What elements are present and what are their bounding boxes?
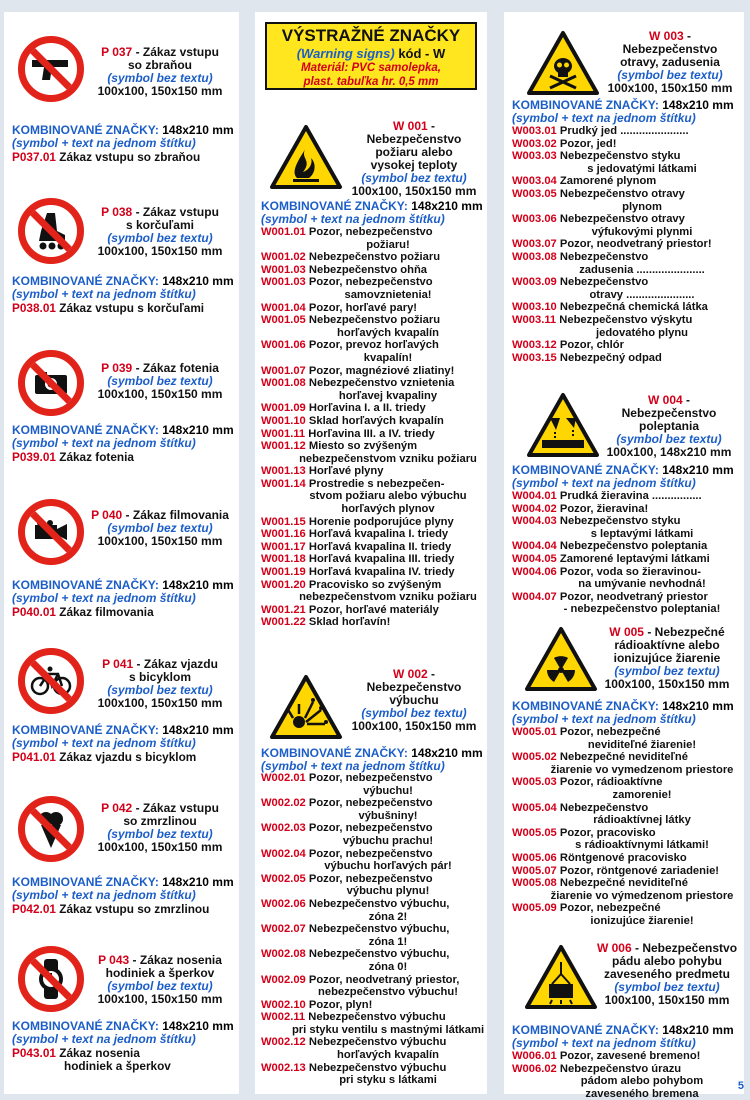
list-item: W001.06 Pozor, prevoz horľavých [261, 339, 439, 352]
list-item: W001.09 Horľavina I. a II. triedy [261, 402, 426, 415]
list-item-continuation: s leptavými látkami [590, 527, 694, 540]
list-item: W004.04 Nebezpečenstvo poleptania [512, 540, 708, 553]
p040-header: P 040 - Zákaz filmovania (symbol bez textu) 100x100, 150x150 mm [91, 508, 229, 548]
p037-header: P 037 - Zákaz vstupu so zbraňou (symbol bez textu) 100x100, 150x150 mm [97, 45, 223, 98]
sign-p043 [18, 946, 84, 1012]
p042-kombi: KOMBINOVANÉ ZNAČKY: 148x210 mm (symbol + text na jednom štítku) [12, 875, 234, 902]
w005-items [512, 726, 742, 928]
list-item-continuation: zóna 0! [368, 960, 408, 973]
list-item: W004.02 Pozor, žieravina! [512, 502, 649, 515]
list-item-continuation: stvom požiaru alebo výbuchu [309, 490, 467, 503]
p043-header: P 043 - Zákaz nosenia hodiniek a šperkov (symbol bez textu) 100x100, 150x150 mm [97, 953, 223, 1006]
list-item: W001.14 Prostredie s nebezpečen- [261, 477, 445, 490]
p041-kombi: KOMBINOVANÉ ZNAČKY: 148x210 mm (symbol + text na jednom štítku) [12, 723, 234, 750]
list-item: W002.03 Pozor, nebezpečenstvo [261, 822, 433, 835]
list-item-continuation: - nebezpečenstvo poleptania! [563, 603, 721, 616]
list-item: W001.03 Nebezpečenstvo ohňa [261, 263, 428, 276]
list-item-continuation: zóna 1! [368, 935, 408, 948]
list-item-continuation: pri styku ventilu s mastnými látkami [291, 1023, 485, 1036]
skull-icon [526, 30, 600, 96]
w003-items [512, 125, 742, 364]
p042-items: P042.01 Zákaz vstupu so zmrzlinou [12, 902, 210, 916]
list-item-continuation: horľavých kvapalín [337, 1049, 439, 1062]
p041-items: P041.01 Zákaz vjazdu s bicyklom [12, 750, 197, 764]
w003-header: W 003 - Nebezpečenstvo otravy, zadusenia (symbol bez textu) 100x100, 150x150 mm [607, 29, 733, 95]
w005-kombi: KOMBINOVANÉ ZNAČKY: 148x210 mm (symbol + text na jednom štítku) [512, 699, 734, 726]
w006-header: W 006 - Nebezpečenstvo pádu alebo pohybu zaveseného predmetu (symbol bez textu) 100x100, 150x150 mm [596, 941, 738, 1007]
list-item: W003.01 Prudký jed ...................... [512, 125, 689, 137]
column-warning-signs-1 [255, 12, 487, 1094]
list-item-continuation: plynom [622, 200, 662, 213]
p039-items: P039.01 Zákaz fotenia [12, 450, 134, 464]
list-item: W002.13 Nebezpečenstvo výbuchu [261, 1061, 447, 1074]
sign-p038 [18, 198, 84, 264]
p041-header: P 041 - Zákaz vjazdu s bicyklom (symbol bez textu) 100x100, 150x150 mm [97, 657, 223, 710]
list-item: W001.10 Sklad horľavých kvapalín [261, 414, 444, 427]
list-item: W005.04 Nebezpečenstvo [512, 801, 649, 814]
w006-kombi: KOMBINOVANÉ ZNAČKY: 148x210 mm (symbol + text na jednom štítku) [512, 1023, 734, 1050]
sign-p037 [18, 36, 84, 102]
list-item: W001.02 Nebezpečenstvo požiaru [261, 251, 441, 264]
list-item-continuation: horľavých kvapalín [337, 326, 439, 339]
list-item: W003.09 Nebezpečenstvo [512, 276, 649, 289]
list-item-continuation: pri styku s látkami [339, 1074, 437, 1087]
list-item: W003.11 Nebezpečenstvo výskytu [512, 313, 693, 326]
list-item: W001.01 Pozor, nebezpečenstvo [261, 226, 433, 238]
list-item: W001.04 Pozor, horľavé pary! [261, 301, 418, 314]
list-item-continuation: jedovatého plynu [596, 326, 688, 339]
column-warning-signs-2 [504, 12, 744, 1100]
sign-w004 [526, 392, 600, 458]
list-item-continuation: výbuchu prachu! [342, 834, 434, 847]
list-item-continuation: s rádioaktívnymi látkami! [575, 839, 709, 852]
radiation-icon [524, 626, 598, 692]
list-item: W003.07 Pozor, neodvetraný priestor! [512, 238, 712, 251]
p037-kombi: KOMBINOVANÉ ZNAČKY: 148x210 mm (symbol + text na jednom štítku) [12, 123, 234, 150]
list-item-continuation: samovznietenia! [344, 288, 432, 301]
list-item: W001.05 Nebezpečenstvo požiaru [261, 314, 441, 327]
list-item: W005.09 Pozor, nebezpečné [512, 902, 661, 915]
list-item-continuation: pádom alebo pohybom [580, 1075, 704, 1088]
w001-kombi: KOMBINOVANÉ ZNAČKY: 148x210 mm (symbol + text na jednom štítku) [261, 199, 483, 226]
list-item: W001.15 Horenie podporujúce plyny [261, 515, 454, 528]
list-item: W001.07 Pozor, magnéziové zliatiny! [261, 364, 455, 377]
list-item: W002.07 Nebezpečenstvo výbuchu, [261, 923, 450, 936]
list-item-continuation: výbuchu plynu! [346, 885, 430, 898]
list-item-continuation: s jedovatými látkami [587, 162, 697, 175]
sign-p041 [18, 648, 84, 714]
suspended-load-icon [524, 944, 598, 1010]
w001-items [261, 226, 485, 629]
sign-w005 [524, 626, 598, 692]
list-item-continuation: kvapalín! [363, 351, 413, 364]
p039-kombi: KOMBINOVANÉ ZNAČKY: 148x210 mm (symbol + text na jednom štítku) [12, 423, 234, 450]
list-item-continuation: výfukovými plynmi [591, 225, 693, 238]
banner-material: Materiál: PVC samolepka, [301, 62, 441, 74]
w002-items [261, 772, 485, 1087]
p042-header: P 042 - Zákaz vstupu so zmrzlinou (symbol bez textu) 100x100, 150x150 mm [97, 801, 223, 854]
list-item: W002.10 Pozor, plyn! [261, 998, 373, 1011]
sign-p039 [18, 350, 84, 416]
list-item: W005.03 Pozor, rádioaktívne [512, 776, 663, 789]
list-item-continuation: žiarenie vo vymedzenom priestore [550, 763, 734, 776]
warning-signs-banner [265, 22, 477, 90]
list-item: W001.03 Pozor, nebezpečenstvo [261, 276, 433, 289]
list-item: W002.08 Nebezpečenstvo výbuchu, [261, 948, 450, 961]
list-item: W001.17 Horľavá kvapalina II. triedy [261, 540, 452, 553]
list-item: W003.08 Nebezpečenstvo [512, 250, 649, 263]
list-item: W001.08 Nebezpečenstvo vznietenia [261, 377, 455, 390]
list-item-continuation: nebezpečenstvom vzniku požiaru [299, 591, 477, 604]
w004-kombi: KOMBINOVANÉ ZNAČKY: 148x210 mm (symbol + text na jednom štítku) [512, 463, 734, 490]
list-item: W006.01 Pozor, zavesené bremeno! [512, 1050, 701, 1062]
list-item: W004.05 Zamorené leptavými látkami [512, 552, 710, 565]
w004-items [512, 490, 742, 616]
list-item-continuation: ionizujúce žiarenie! [590, 914, 694, 927]
list-item: W005.05 Pozor, pracovisko [512, 826, 656, 839]
list-item: W003.12 Pozor, chlór [512, 339, 624, 352]
list-item: W002.11 Nebezpečenstvo výbuchu [261, 1011, 446, 1024]
p040-items: P040.01 Zákaz filmovania [12, 605, 154, 619]
w002-header: W 002 - Nebezpečenstvo výbuchu (symbol bez textu) 100x100, 150x150 mm [351, 667, 477, 733]
list-item: W003.03 Nebezpečenstvo styku [512, 150, 681, 163]
list-item: W001.16 Horľavá kvapalina I. triedy [261, 528, 449, 541]
list-item-continuation: otravy ...................... [589, 288, 695, 301]
list-item: W005.02 Nebezpečné neviditeľné [512, 751, 688, 764]
list-item: W002.05 Pozor, nebezpečenstvo [261, 872, 433, 885]
list-item-continuation: požiaru! [366, 238, 410, 251]
p039-header: P 039 - Zákaz fotenia (symbol bez textu) 100x100, 150x150 mm [97, 361, 223, 401]
list-item: W001.20 Pracovisko so zvýšeným [261, 578, 442, 591]
sign-w003 [526, 30, 600, 96]
list-item-continuation: výbuchu! [363, 784, 413, 797]
w002-kombi: KOMBINOVANÉ ZNAČKY: 148x210 mm (symbol + text na jednom štítku) [261, 746, 483, 773]
list-item: W001.22 Sklad horľavín! [261, 616, 391, 629]
list-item: W003.04 Zamorené plynom [512, 175, 657, 188]
list-item: W003.06 Nebezpečenstvo otravy [512, 213, 685, 226]
list-item: W003.10 Nebezpečná chemická látka [512, 301, 708, 314]
list-item: W002.06 Nebezpečenstvo výbuchu, [261, 897, 450, 910]
sign-w006 [524, 944, 598, 1010]
p043-items: P043.01 Zákaz nosenia hodiniek a šperkov [12, 1046, 171, 1073]
list-item-continuation: žiarenie vo výmedzenom priestore [550, 889, 734, 902]
list-item: W004.03 Nebezpečenstvo styku [512, 515, 681, 528]
column-prohibition-signs [4, 12, 239, 1094]
banner-title: VÝSTRAŽNÉ ZNAČKY [281, 26, 461, 45]
list-item: W001.11 Horľavina III. a IV. triedy [261, 427, 435, 440]
list-item-continuation: horľavej kvapaliny [338, 389, 438, 402]
p040-kombi: KOMBINOVANÉ ZNAČKY: 148x210 mm (symbol + text na jednom štítku) [12, 578, 234, 605]
sign-p040 [18, 499, 84, 565]
list-item: W005.08 Nebezpečné neviditeľné [512, 877, 688, 890]
flame-icon [269, 124, 343, 190]
w001-header: W 001 - Nebezpečenstvo požiaru alebo vysokej teploty (symbol bez textu) 100x100, 150x150 mm [351, 119, 477, 198]
list-item-continuation: výbuchu horľavých pár! [324, 860, 452, 873]
list-item: W005.01 Pozor, nebezpečné [512, 726, 661, 738]
banner-subtitle: (Warning signs) kód - W [296, 46, 446, 61]
list-item: W001.21 Pozor, horľavé materiály [261, 603, 439, 616]
list-item: W001.12 Miesto so zvýšeným [261, 440, 418, 453]
w004-header: W 004 - Nebezpečenstvo poleptania (symbol bez textu) 100x100, 148x210 mm [606, 393, 732, 459]
list-item: W004.07 Pozor, neodvetraný priestor [512, 590, 708, 603]
list-item-continuation: výbušniny! [358, 809, 418, 822]
p038-header: P 038 - Zákaz vstupu s korčuľami (symbol bez textu) 100x100, 150x150 mm [97, 205, 223, 258]
list-item: W006.02 Nebezpečenstvo úrazu [512, 1062, 682, 1075]
list-item: W002.04 Pozor, nebezpečenstvo [261, 847, 433, 860]
list-item-continuation: zadusenia ...................... [579, 263, 705, 276]
list-item-continuation: rádioaktívnej látky [593, 814, 691, 827]
list-item-continuation: nebezpečenstvo výbuchu! [318, 986, 458, 999]
list-item: W001.19 Horľavá kvapalina IV. triedy [261, 566, 455, 579]
list-item: W002.01 Pozor, nebezpečenstvo [261, 772, 433, 784]
sign-w001 [269, 124, 343, 190]
p038-items: P038.01 Zákaz vstupu s korčuľami [12, 301, 205, 315]
list-item: W005.06 Röntgenové pracovisko [512, 851, 687, 864]
list-item: W002.09 Pozor, neodvetraný priestor, [261, 973, 460, 986]
w006-items [512, 1050, 742, 1100]
list-item: W003.15 Nebezpečný odpad [512, 351, 662, 364]
list-item: W003.02 Pozor, jed! [512, 137, 617, 150]
list-item-continuation: zaveseného bremena [585, 1087, 699, 1100]
list-item: W001.13 Horľavé plyny [261, 465, 384, 478]
explosion-icon [269, 674, 343, 740]
p037-items: P037.01 Zákaz vstupu so zbraňou [12, 150, 201, 164]
list-item-continuation: na umývanie nevhodná! [578, 578, 706, 591]
list-item: W002.02 Pozor, nebezpečenstvo [261, 797, 433, 810]
list-item-continuation: neviditeľné žiarenie! [587, 738, 697, 751]
list-item: W001.18 Horľavá kvapalina III. triedy [261, 553, 455, 566]
corrosive-icon [526, 392, 600, 458]
list-item: W004.01 Prudká žieravina ................ [512, 490, 702, 502]
p038-kombi: KOMBINOVANÉ ZNAČKY: 148x210 mm (symbol + text na jednom štítku) [12, 274, 234, 301]
list-item-continuation: nebezpečenstvom vzniku požiaru [299, 452, 477, 465]
page-number: 5 [737, 1080, 744, 1092]
list-item-continuation: zóna 2! [368, 910, 408, 923]
list-item: W005.07 Pozor, röntgenové zariadenie! [512, 864, 720, 877]
list-item: W003.05 Nebezpečenstvo otravy [512, 187, 685, 200]
w005-header: W 005 - Nebezpečné rádioaktívne alebo ionizujúce žiarenie (symbol bez textu) 100x100, 150x150 mm [604, 625, 730, 691]
banner-material-2: plast. tabuľka hr. 0,5 mm [303, 76, 439, 88]
list-item-continuation: zamorenie! [612, 788, 672, 801]
sign-w002 [269, 674, 343, 740]
list-item: W002.12 Nebezpečenstvo výbuchu [261, 1036, 447, 1049]
p043-kombi: KOMBINOVANÉ ZNAČKY: 148x210 mm (symbol + text na jednom štítku) [12, 1019, 234, 1046]
list-item: W004.06 Pozor, voda so žieravinou- [512, 565, 702, 578]
list-item-continuation: horľavých plynov [341, 503, 435, 516]
sign-p042 [18, 796, 84, 862]
w003-kombi: KOMBINOVANÉ ZNAČKY: 148x210 mm (symbol + text na jednom štítku) [512, 98, 734, 125]
